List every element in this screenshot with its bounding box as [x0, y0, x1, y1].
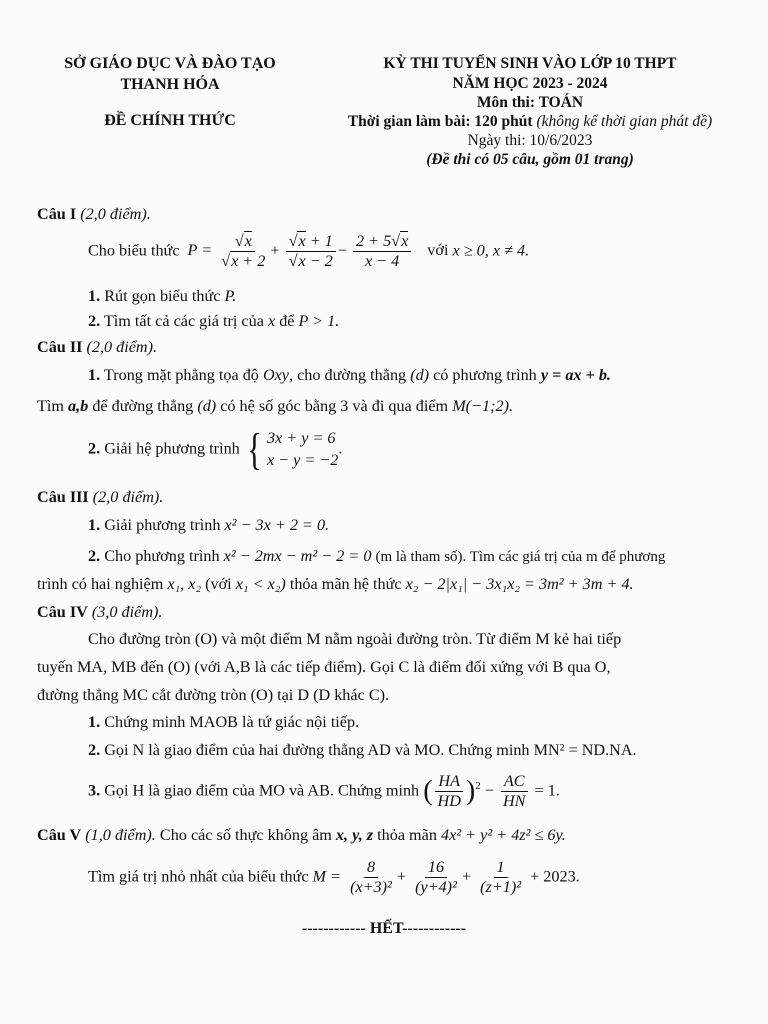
- q1-frac1: √ x √ x + 2: [218, 232, 268, 271]
- q2-line2-c: có hệ số góc bằng 3 và đi qua điểm: [220, 397, 449, 415]
- q3-item1-text: Giải phương trình: [104, 516, 221, 534]
- q5-term3: [477, 858, 524, 897]
- q1-label: Câu I: [37, 205, 77, 223]
- q4-para2: tuyến MA, MB đến (O) (với A,B là các tiếp điểm). Gọi C là điểm đối xứng với B qua O,: [37, 658, 611, 676]
- q4-frac-ha-hd: [435, 772, 464, 811]
- q1-item1: [88, 287, 738, 306]
- q1-item2-de: để: [279, 312, 295, 330]
- q1-item2: [88, 312, 738, 331]
- q3-relation: x₂ − 2|x₁| − 3x₁x₂ = 3m² + 3m + 4.: [405, 575, 634, 593]
- q3-item2-a: Cho phương trình: [104, 547, 220, 565]
- q4-item2-num: 2.: [88, 741, 101, 759]
- q4-item2-text: Gọi N là giao điểm của hai đường thẳng AD và MO. Chứng minh MN² = ND.NA.: [104, 741, 637, 759]
- q3-heading: [37, 488, 738, 507]
- q1-item2-text: Tìm tất cả các giá trị của: [103, 312, 264, 330]
- q1-condition: x ≥ 0, x ≠ 4.: [452, 241, 530, 260]
- q2-item1-c: có phương trình: [433, 366, 537, 384]
- q4-item1-num: 1.: [88, 713, 101, 731]
- q2-item2: 2. Giải hệ phương trình { 3x + y = 6 x − y = −2 .: [88, 425, 343, 474]
- q4-item2: [88, 741, 738, 760]
- q3-item2-eq: x² − 2mx − m² − 2 = 0: [223, 547, 372, 565]
- official-label: ĐỀ CHÍNH THỨC: [104, 112, 236, 129]
- q2-item1-b: , cho đường thẳng: [289, 366, 407, 384]
- q1-condition-prefix: với: [427, 241, 449, 260]
- q2-line-d: (d): [410, 366, 430, 384]
- q4-f2-num: AC: [501, 772, 528, 792]
- q2-line2-b: để đường thẳng: [92, 397, 194, 415]
- exam-title: KỲ THI TUYỂN SINH VÀO LỚP 10 THPT: [383, 55, 677, 72]
- q4-item3-text: Gọi H là giao điểm của MO và AB. Chứng minh: [104, 781, 420, 800]
- q2-sys-row1: 3x + y = 6: [266, 429, 336, 448]
- q5-term2: [412, 858, 460, 897]
- department-name: SỞ GIÁO DỤC VÀ ĐÀO TẠO: [64, 55, 276, 72]
- q4-item3-tail: = 1.: [534, 781, 560, 800]
- q1-points: (2,0 điểm).: [80, 205, 151, 223]
- q3-line2-c: thỏa mãn hệ thức: [289, 575, 402, 593]
- q2-ab: a,b: [68, 397, 89, 415]
- q2-heading: [37, 338, 738, 357]
- q2-item1-a: Trong mặt phẳng tọa độ: [103, 366, 259, 384]
- subject: Môn thi: TOÁN: [476, 94, 584, 111]
- q5-label: Câu V: [37, 826, 82, 844]
- q1-item1-text: Rút gọn biểu thức: [104, 287, 221, 305]
- exam-date: Ngày thi: 10/6/2023: [467, 132, 593, 149]
- q5-vars: x, y, z: [335, 826, 374, 844]
- q2-label: Câu II: [37, 338, 83, 356]
- q5-intro: Cho các số thực không âm: [159, 826, 332, 844]
- q3-roots: x₁, x₂: [167, 575, 202, 593]
- q2-points: (2,0 điểm).: [86, 338, 158, 356]
- q3-item1-eq: x² − 3x + 2 = 0.: [224, 516, 330, 534]
- q5-condition: 4x² + y² + 4z² ≤ 6y.: [440, 826, 566, 844]
- q5-heading: [37, 826, 738, 845]
- q5-cond-a: thỏa mãn: [377, 826, 437, 844]
- q1-intro: Cho biểu thức: [88, 241, 180, 260]
- q4-frac-ac-hn: [500, 772, 529, 811]
- q5-points: (1,0 điểm).: [85, 826, 156, 844]
- school-year: NĂM HỌC 2023 - 2024: [452, 75, 608, 92]
- q1-frac2: √ x + 1 √ x − 2: [286, 232, 336, 271]
- q5-term1: [347, 858, 395, 897]
- q5-t1-den: (x+3)²: [350, 877, 392, 896]
- q2-line-eq: y = ax + b.: [540, 366, 611, 384]
- q2-system: { 3x + y = 6 x − y = −2: [246, 425, 339, 474]
- q3-item1: [88, 516, 738, 535]
- q2-sys-row2: x − y = −2: [266, 451, 339, 469]
- pages-note: (Đề thi có 05 câu, gồm 01 trang): [426, 151, 634, 168]
- q3-item2-line1: [88, 547, 738, 566]
- q3-item2-num: 2.: [88, 547, 101, 565]
- q4-item3: 3. Gọi H là giao điểm của MO và AB. Chứng minh ( $\frac{HA}{HD}$ )$^2$ − $\frac{AC}{HN}$ = 1.: [88, 772, 560, 810]
- q2-item2-text: Giải hệ phương trình: [104, 439, 240, 458]
- time-limit: [320, 113, 740, 131]
- time-label: Thời gian làm bài: 120 phút: [347, 113, 533, 130]
- q2-item1-num: 1.: [88, 366, 101, 384]
- q5-t1-num: 8: [364, 858, 378, 878]
- q4-para3: đường thẳng MC cắt đường tròn (O) tại D (D khác C).: [37, 686, 390, 704]
- q3-line2-a: trình có hai nghiệm: [37, 575, 164, 593]
- q3-points: (2,0 điểm).: [92, 488, 164, 506]
- q1-item2-var: x: [267, 312, 276, 330]
- q4-f2-den: HN: [502, 791, 526, 810]
- q5-find: Tìm giá trị nhỏ nhất của biểu thức: [88, 867, 309, 886]
- q4-heading: [37, 603, 738, 622]
- q4-para1: Cho đường tròn (O) và một điểm M nằm ngoài đường tròn. Từ điểm M kẻ hai tiếp: [88, 630, 622, 648]
- q2-oxy: Oxy: [262, 366, 289, 384]
- q3-label: Câu III: [37, 488, 89, 506]
- q3-item2-b: (m là tham số). Tìm các giá trị của m để phương: [375, 549, 666, 565]
- q1-frac3: $\frac{2 + 5√ x}{x - 4}$: [353, 232, 411, 271]
- end-marker: ------------ HẾT------------: [301, 920, 467, 937]
- q4-item1-text: Chứng minh MAOB là tứ giác nội tiếp.: [104, 713, 360, 731]
- time-note: (không kể thời gian phát đề): [536, 113, 713, 130]
- q5-t2-num: 16: [425, 858, 447, 878]
- q3-line2-b: (với: [205, 575, 232, 593]
- q4-points: (3,0 điểm).: [91, 603, 163, 621]
- q4-f1-den: HD: [437, 791, 461, 810]
- q3-order: x₁ < x₂): [235, 575, 286, 593]
- province-name: THANH HÓA: [120, 76, 220, 93]
- q1-item1-var: P.: [224, 287, 237, 305]
- q1-item2-num: 2.: [88, 312, 101, 330]
- q3-item1-num: 1.: [88, 516, 101, 534]
- q5-t3-den: (z+1)²: [480, 877, 522, 896]
- q1-expression: Cho biểu thức P = √ x √ x + 2 + √ x + 1 √ x − 2 − $\frac{2 + 5√ x}{x - 4}$ với x ≥ 0, x ≠ 4.: [88, 232, 738, 271]
- q3-item2-line2: [37, 575, 738, 594]
- q4-item3-num: 3.: [88, 781, 101, 800]
- q5-expression: Tìm giá trị nhỏ nhất của biểu thức M = $\frac{8}{\text{(x+3)²}}$ + $\frac{16}{\text{(y+4)²}}$ + $\frac{1}{\text{(z+1)²}}$ + 2023.: [88, 858, 580, 896]
- q2-item1-line2: [37, 397, 738, 416]
- q2-point-m: M(−1;2).: [452, 397, 514, 415]
- q4-label: Câu IV: [37, 603, 88, 621]
- q5-m: M =: [312, 867, 342, 886]
- q4-f1-num: HA: [435, 772, 463, 792]
- q1-item2-ineq: P > 1.: [298, 312, 340, 330]
- q1-heading: [37, 205, 738, 224]
- q2-item2-num: 2.: [88, 439, 101, 458]
- q2-line-d-2: (d): [197, 397, 217, 415]
- q2-line2-a: Tìm: [37, 397, 64, 415]
- q5-tail: + 2023.: [530, 867, 580, 886]
- q4-item1: [88, 713, 738, 732]
- q2-item1-line1: [88, 366, 738, 385]
- q1-item1-num: 1.: [88, 287, 101, 305]
- q5-t2-den: (y+4)²: [415, 877, 457, 896]
- q5-t3-num: 1: [494, 858, 508, 878]
